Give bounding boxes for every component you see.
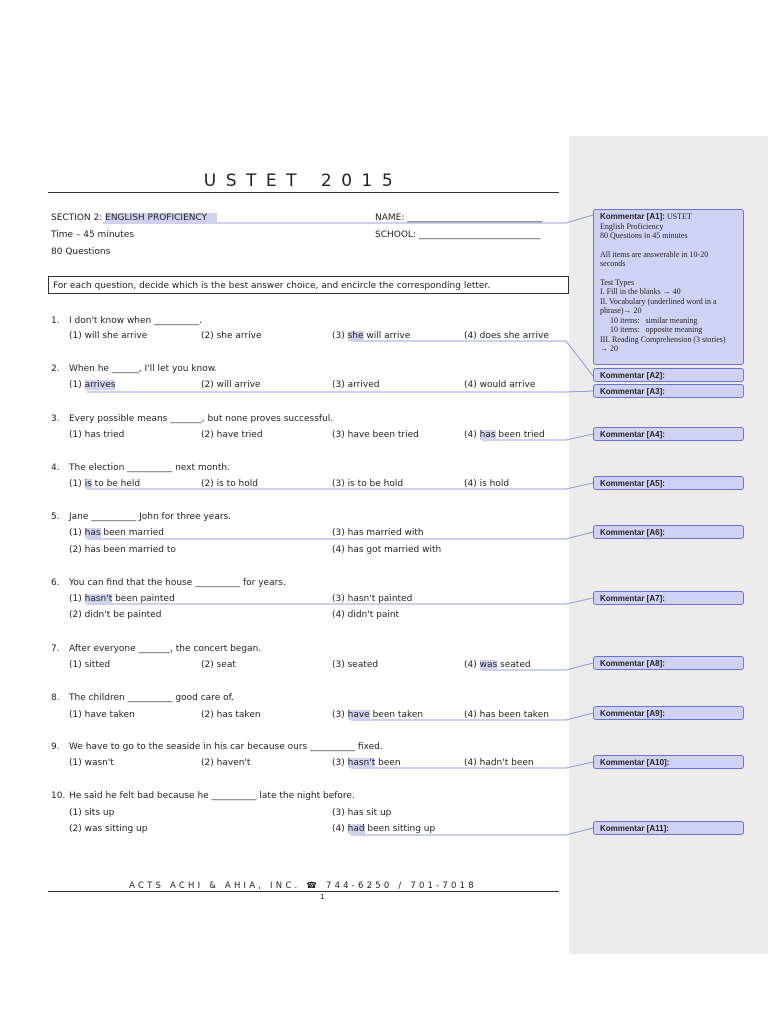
- option-2: (2) have tried: [201, 430, 263, 440]
- question-number: 5.: [51, 512, 60, 522]
- instructions-box: For each question, decide which is the best answer choice, and encircle the corresponding letter.: [48, 276, 569, 294]
- comment-a1[interactable]: [593, 209, 744, 365]
- option-4: (4) would arrive: [464, 380, 536, 390]
- option-prefix: (4): [464, 430, 480, 440]
- comment-line: II. Vocabulary (underlined word in a: [600, 296, 717, 306]
- comment-a11[interactable]: [593, 821, 744, 835]
- section-prefix: SECTION 2:: [51, 213, 106, 223]
- comment-a5[interactable]: [593, 476, 744, 490]
- option-suffix: will arrive: [363, 331, 411, 341]
- option-4: (4) didn't paint: [332, 610, 400, 620]
- answer-highlight: have: [347, 710, 370, 720]
- comment-line: Test Types: [600, 277, 635, 287]
- option-3: (3) hasn't painted: [332, 594, 413, 604]
- comment-line: phrase)→ 20: [600, 306, 642, 315]
- option-2: (2) was sitting up: [69, 824, 148, 834]
- answer-highlight: hasn't: [347, 758, 376, 768]
- option-4: (4) has been taken: [464, 710, 549, 720]
- option-2: (2) has taken: [201, 710, 261, 720]
- option-1: (1) sits up: [69, 808, 115, 818]
- question-number: 4.: [51, 463, 60, 473]
- comment-header: Kommentar [A11]:: [600, 824, 669, 833]
- option-1: (1) wasn't: [69, 758, 114, 768]
- option-suffix: been: [375, 758, 401, 768]
- comment-header: Kommentar [A1]:: [600, 212, 665, 221]
- footer-text: ACTS ACHI & AHIA, INC. ☎ 744-6250 / 701-7018: [129, 881, 477, 891]
- question-number: 8.: [51, 693, 60, 703]
- question-number: 10.: [51, 791, 66, 801]
- page-number: 1: [320, 893, 325, 901]
- comment-line: 10 items: opposite meaning: [600, 325, 703, 334]
- option-3: (3) arrived: [332, 380, 380, 390]
- question-number: 1.: [51, 316, 60, 326]
- answer-highlight: she: [347, 331, 364, 341]
- connector-a3: [87, 391, 593, 392]
- option-2: (2) will arrive: [201, 380, 261, 390]
- comment-header: Kommentar [A3]:: [600, 387, 665, 396]
- question-number: 9.: [51, 742, 60, 752]
- option-prefix: (4): [464, 660, 480, 670]
- comment-header: Kommentar [A9]:: [600, 709, 665, 718]
- answer-highlight: arrives: [84, 380, 116, 390]
- comment-header: Kommentar [A4]:: [600, 430, 665, 439]
- option-2: (2) seat: [201, 660, 236, 670]
- comment-a7[interactable]: [593, 591, 744, 605]
- comment-a8[interactable]: [593, 656, 744, 670]
- comment-a9[interactable]: [593, 706, 744, 720]
- comment-line: I. Fill in the blanks → 40: [600, 287, 681, 296]
- comment-title: USTET: [664, 212, 692, 221]
- comment-spacer: [600, 269, 737, 278]
- option-suffix: been sitting up: [364, 824, 436, 834]
- comment-line: seconds: [600, 259, 626, 268]
- option-prefix: (3): [332, 331, 348, 341]
- option-2: (2) she arrive: [201, 331, 262, 341]
- option-4: [464, 429, 545, 441]
- school-field: SCHOOL: ___________________________: [375, 230, 541, 240]
- question-stem: Every possible means _______, but none proves successful.: [69, 414, 334, 424]
- section-highlight: ENGLISH PROFICIENCY: [105, 213, 217, 223]
- answer-highlight: hasn't: [84, 594, 113, 604]
- option-suffix: to be held: [91, 479, 141, 489]
- option-suffix: been taken: [369, 710, 424, 720]
- question-number: 2.: [51, 364, 60, 374]
- question-stem: Jane __________ John for three years.: [69, 512, 232, 522]
- answer-highlight: is: [84, 479, 92, 489]
- option-prefix: (1): [69, 594, 85, 604]
- comment-a4[interactable]: [593, 427, 744, 441]
- option-2: (2) is to hold: [201, 479, 258, 489]
- option-3: (3) has married with: [332, 528, 424, 538]
- comment-header: Kommentar [A8]:: [600, 659, 665, 668]
- comment-header: Kommentar [A10]:: [600, 758, 670, 767]
- name-field: NAME: ______________________________: [375, 213, 543, 223]
- option-prefix: (1): [69, 528, 85, 538]
- option-prefix: (1): [69, 380, 85, 390]
- question-number: 6.: [51, 578, 60, 588]
- option-suffix: seated: [497, 660, 531, 670]
- question-stem: He said he felt bad because he __________ late the night before.: [69, 791, 355, 801]
- comment-line: All items are answerable in 10-20: [600, 249, 709, 259]
- option-3: [332, 709, 423, 721]
- question-stem: The election __________ next month.: [69, 463, 230, 473]
- option-suffix: been tried: [495, 430, 545, 440]
- comment-header: Kommentar [A5]:: [600, 479, 665, 488]
- option-3: (3) seated: [332, 660, 379, 670]
- document-title: USTET 2015: [203, 171, 403, 191]
- option-3: (3) have been tried: [332, 430, 419, 440]
- question-stem: I don't know when __________.: [69, 316, 202, 326]
- option-suffix: been married: [100, 528, 165, 538]
- option-1: [69, 379, 115, 391]
- question-number: 3.: [51, 414, 60, 424]
- question-number: 7.: [51, 644, 60, 654]
- comment-line: English Proficiency: [600, 221, 664, 231]
- option-4: (4) has got married with: [332, 545, 442, 555]
- comment-spacer: [600, 241, 737, 250]
- comment-header: Kommentar [A7]:: [600, 594, 665, 603]
- option-1: (1) will she arrive: [69, 331, 148, 341]
- comment-header: Kommentar [A2]:: [600, 371, 665, 380]
- option-2: (2) didn't be painted: [69, 610, 162, 620]
- answer-highlight: had: [347, 824, 365, 834]
- comment-line: → 20: [600, 344, 618, 353]
- option-prefix: (4): [332, 824, 348, 834]
- question-stem: When he ______, I'll let you know.: [69, 364, 218, 374]
- option-4: (4) is hold: [464, 479, 510, 489]
- comment-a3[interactable]: [593, 384, 744, 398]
- title-rule: [48, 192, 559, 193]
- comment-header: Kommentar [A6]:: [600, 528, 665, 537]
- comment-a6[interactable]: [593, 525, 744, 539]
- question-stem: We have to go to the seaside in his car because ours __________ fixed.: [69, 742, 383, 752]
- option-1: [69, 527, 164, 539]
- option-4: (4) does she arrive: [464, 331, 549, 341]
- comment-line: III. Reading Comprehension (3 stories): [600, 334, 726, 344]
- questions-count: 80 Questions: [51, 247, 111, 257]
- option-3: (3) is to be hold: [332, 479, 404, 489]
- question-stem: You can find that the house __________ for years.: [69, 578, 286, 588]
- section-heading: [51, 212, 217, 224]
- connector-a2: [351, 341, 593, 376]
- answer-highlight: was: [479, 660, 498, 670]
- option-2: (2) haven't: [201, 758, 251, 768]
- option-1: [69, 478, 140, 490]
- option-2: (2) has been married to: [69, 545, 176, 555]
- comment-a10[interactable]: [593, 755, 744, 769]
- option-1: (1) sitted: [69, 660, 111, 670]
- option-4: [332, 823, 435, 835]
- answer-highlight: has: [479, 430, 496, 440]
- comment-line: 80 Questions in 45 minutes: [600, 231, 688, 240]
- option-1: [69, 593, 175, 605]
- option-3: (3) has sit up: [332, 808, 392, 818]
- option-prefix: (1): [69, 479, 85, 489]
- comment-line: 10 items: similar meaning: [600, 315, 698, 325]
- option-4: [464, 659, 531, 671]
- comment-a2[interactable]: [593, 368, 744, 382]
- option-prefix: (3): [332, 710, 348, 720]
- footer-rule: [48, 891, 559, 892]
- option-prefix: (3): [332, 758, 348, 768]
- option-3: [332, 757, 401, 769]
- option-3: [332, 330, 410, 342]
- question-stem: The children __________ good care of.: [69, 693, 234, 703]
- option-4: (4) hadn't been: [464, 758, 534, 768]
- option-1: (1) has tried: [69, 430, 125, 440]
- question-stem: After everyone _______, the concert began.: [69, 644, 262, 654]
- time-limit: Time – 45 minutes: [51, 230, 134, 240]
- answer-highlight: has: [84, 528, 101, 538]
- option-suffix: been painted: [112, 594, 175, 604]
- option-1: (1) have taken: [69, 710, 135, 720]
